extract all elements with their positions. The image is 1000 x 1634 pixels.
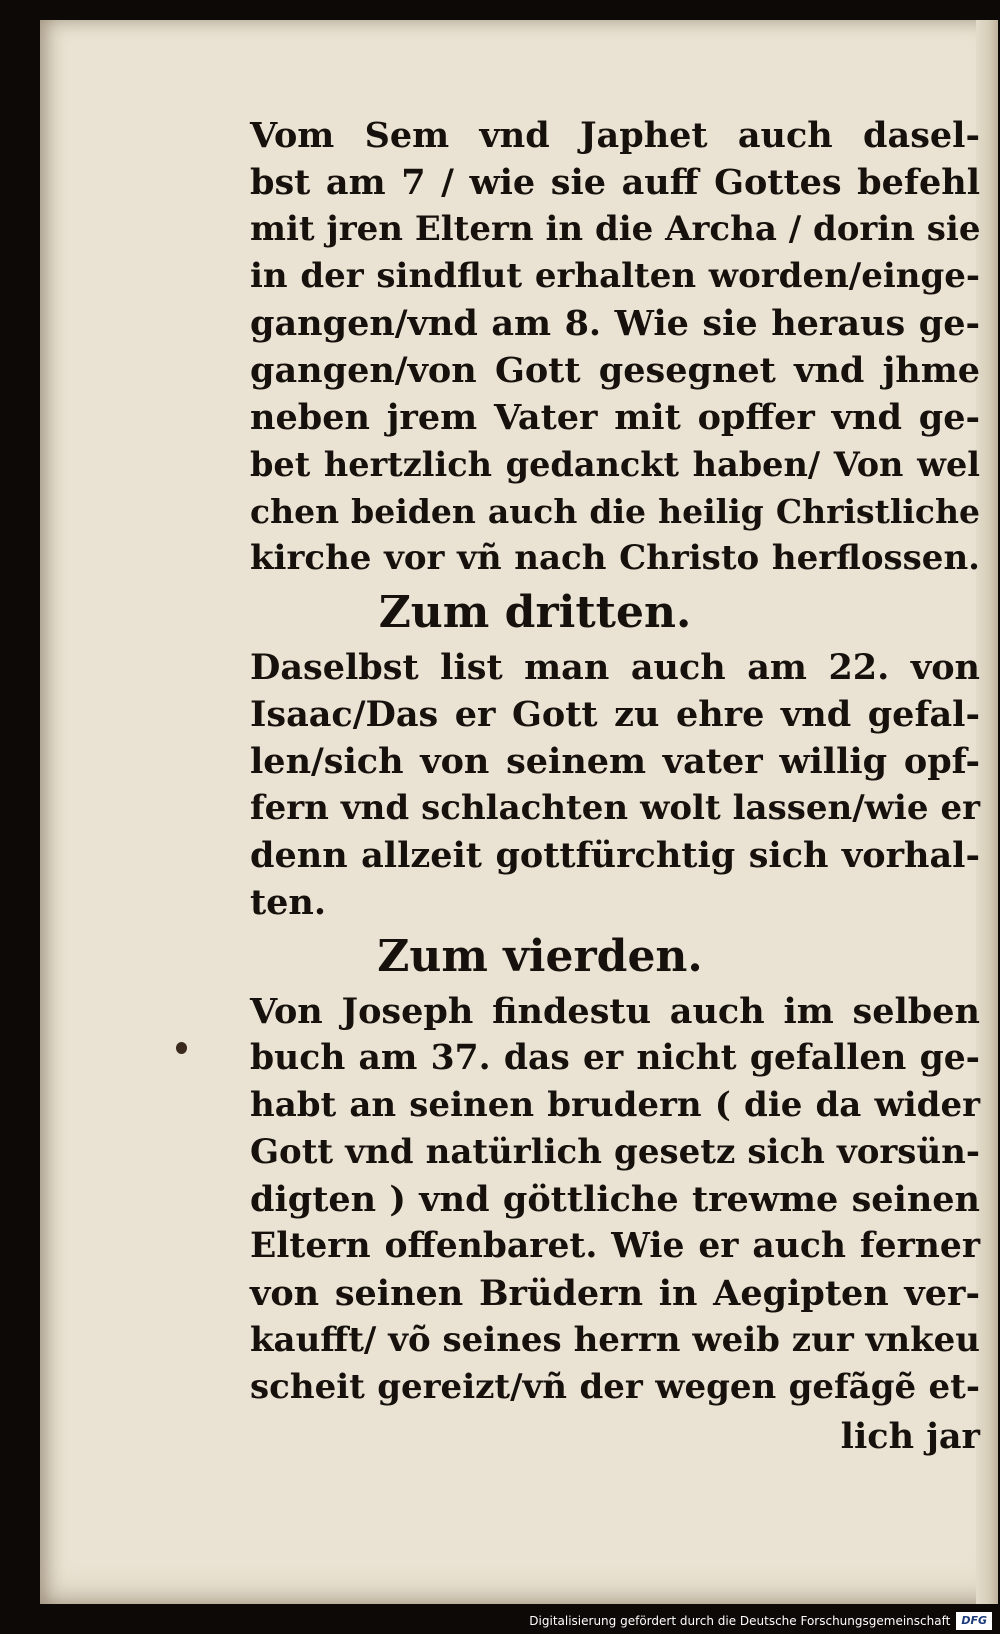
catchword: lich jar bbox=[840, 1416, 980, 1457]
text-line: mit jren Eltern in die Archa / dorin sie bbox=[250, 209, 981, 249]
section-heading: Zum vierden. bbox=[377, 931, 703, 982]
text-line: von seinen Brüdern in Aegipten ver- bbox=[250, 1273, 980, 1314]
text-line: ten. bbox=[250, 882, 327, 923]
paragraph-1 bbox=[250, 112, 980, 582]
text-line: kirche vor vñ nach Christo herflossen. bbox=[250, 538, 980, 578]
text-line: chen beiden auch die heilig Christliche bbox=[250, 492, 980, 531]
dfg-logo: DFG bbox=[956, 1612, 992, 1630]
text-line: len/sich von seinem vater willig opf- bbox=[250, 741, 980, 782]
ink-spot bbox=[176, 1042, 187, 1054]
text-line: fern vnd schlachten wolt lassen/wie er bbox=[250, 788, 980, 828]
text-line: Gott vnd natürlich gesetz sich vorsün- bbox=[250, 1132, 980, 1172]
text-line: neben jrem Vater mit opffer vnd ge- bbox=[250, 397, 980, 438]
text-line: digten ) vnd göttliche trewme seinen bbox=[250, 1179, 980, 1220]
text-line: Isaac/Das er Gott zu ehre vnd gefal- bbox=[250, 694, 980, 735]
text-line: bst am 7 / wie sie auff Gottes befehl bbox=[250, 162, 980, 203]
text-line: gangen/vnd am 8. Wie sie heraus ge- bbox=[250, 303, 980, 344]
text-line: scheit gereizt/vñ der wegen gefãgẽ et- bbox=[250, 1367, 980, 1407]
digitization-footer bbox=[529, 1610, 992, 1632]
paragraph-3 bbox=[250, 988, 980, 1411]
text-line: Eltern offenbaret. Wie er auch ferner bbox=[250, 1226, 980, 1266]
text-block bbox=[250, 112, 980, 1460]
text-line: denn allzeit gottfürchtig sich vorhal- bbox=[250, 835, 980, 876]
paragraph-2 bbox=[250, 644, 980, 926]
text-line: in der sindflut erhalten worden/einge- bbox=[250, 256, 980, 296]
text-line: bet hertzlich gedanckt haben/ Von wel bbox=[250, 445, 980, 484]
text-line: kaufft/ võ seines herrn weib zur vnkeu bbox=[250, 1320, 980, 1360]
section-heading: Zum dritten. bbox=[378, 587, 692, 638]
text-line: Vom Sem vnd Japhet auch dasel- bbox=[250, 115, 980, 156]
text-line: Von Joseph findestu auch im selben bbox=[250, 991, 980, 1032]
text-line: buch am 37. das er nicht gefallen ge- bbox=[250, 1038, 980, 1078]
text-line: gangen/von Gott gesegnet vnd jhme bbox=[250, 350, 980, 391]
footer-credit: Digitalisierung gefördert durch die Deutsche Forschungsgemeinschaft bbox=[529, 1614, 951, 1628]
text-line: habt an seinen brudern ( die da wider bbox=[250, 1085, 980, 1125]
text-line: Daselbst list man auch am 22. von bbox=[250, 647, 980, 688]
